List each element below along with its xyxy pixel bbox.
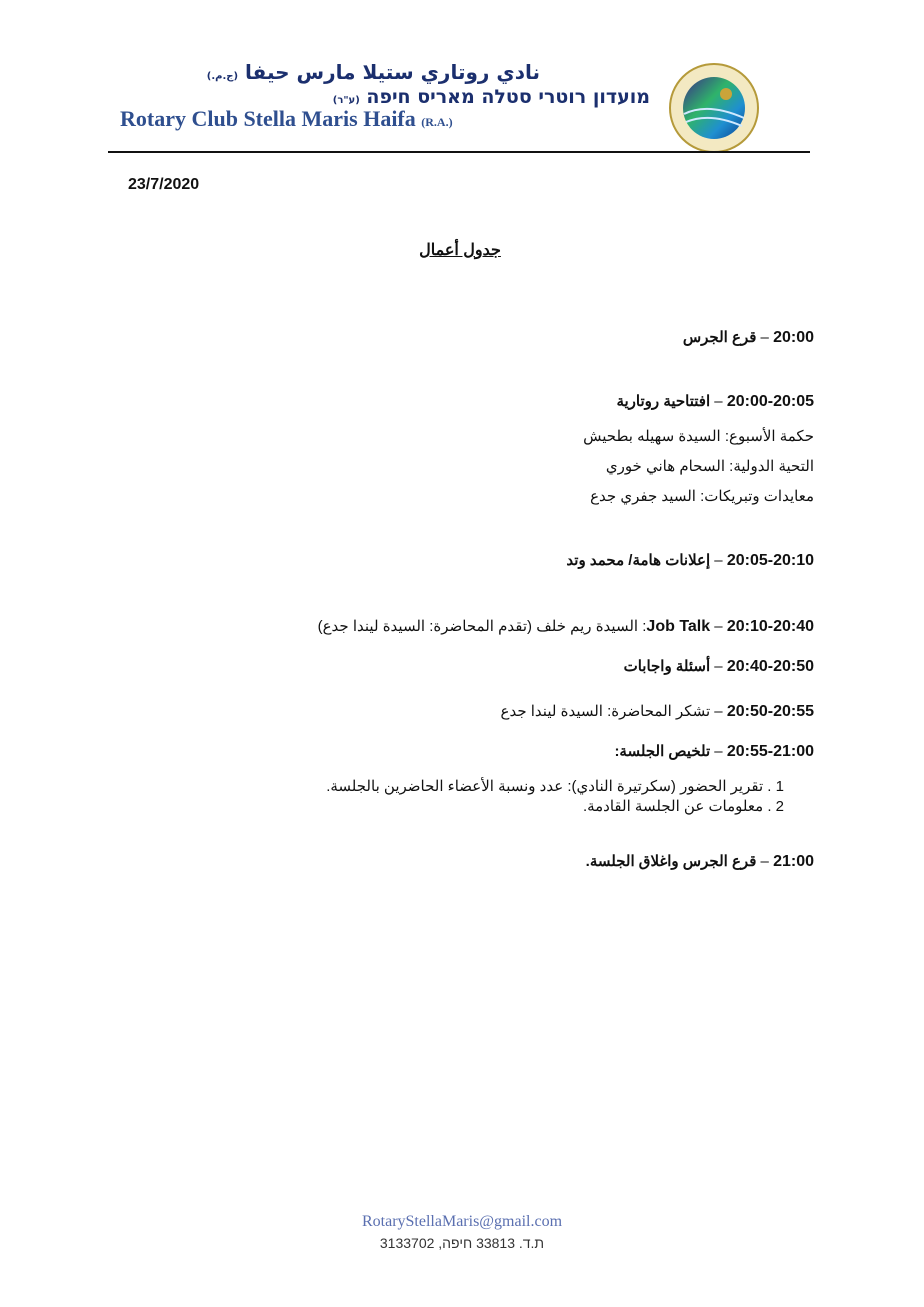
agenda-item: 20:05-20:10 – إعلانات هامة/ محمد وتد xyxy=(566,552,814,569)
header-arabic-name: نادي روتاري ستيلا مارس حيفا (ج.م.) xyxy=(206,60,540,84)
agenda-item: 20:00-20:05 – افتتاحية روتارية xyxy=(616,393,814,410)
header-hebrew-name: מועדון רוטרי סטלה מאריס חיפה (ע"ר) xyxy=(332,86,650,108)
header-divider xyxy=(108,151,810,153)
agenda-item: 20:10-20:40 – Job Talk: السيدة ريم خلف (تقدم المحاضرة: السيدة ليندا جدع) xyxy=(317,618,814,635)
agenda-item: 20:50-20:55 – تشكر المحاضرة: السيدة ليندا جدع xyxy=(500,703,814,720)
document-title: جدول أعمال xyxy=(419,242,501,259)
opening-subitem: معايدات وتبريكات: السيد جفري جدع xyxy=(590,488,814,505)
footer-address: ת.ד. 33813 חיפה, 3133702 xyxy=(379,1235,545,1251)
header-english-name: Rotary Club Stella Maris Haifa (R.A.) xyxy=(120,106,453,131)
document-date: 23/7/2020 xyxy=(128,176,200,193)
agenda-item: 21:00 – قرع الجرس واغلاق الجلسة. xyxy=(585,853,814,870)
opening-subitem: التحية الدولية: السحام هاني خوري xyxy=(605,458,814,475)
opening-subitem: حكمة الأسبوع: السيدة سهيله بطحيش xyxy=(583,428,814,445)
footer-email[interactable]: RotaryStellaMaris@gmail.com xyxy=(361,1213,563,1230)
agenda-item: 20:55-21:00 – تلخيص الجلسة: xyxy=(614,743,814,760)
agenda-item: 20:40-20:50 – أسئلة واجابات xyxy=(623,658,814,675)
agenda-item: 20:00 – قرع الجرس xyxy=(682,329,814,346)
summary-subitem: 2 . معلومات عن الجلسة القادمة. xyxy=(582,798,784,815)
rotary-club-logo xyxy=(668,62,760,154)
summary-subitem: 1 . تقرير الحضور (سكرتيرة النادي): عدد ونسبة الأعضاء الحاضرين بالجلسة. xyxy=(326,778,784,795)
